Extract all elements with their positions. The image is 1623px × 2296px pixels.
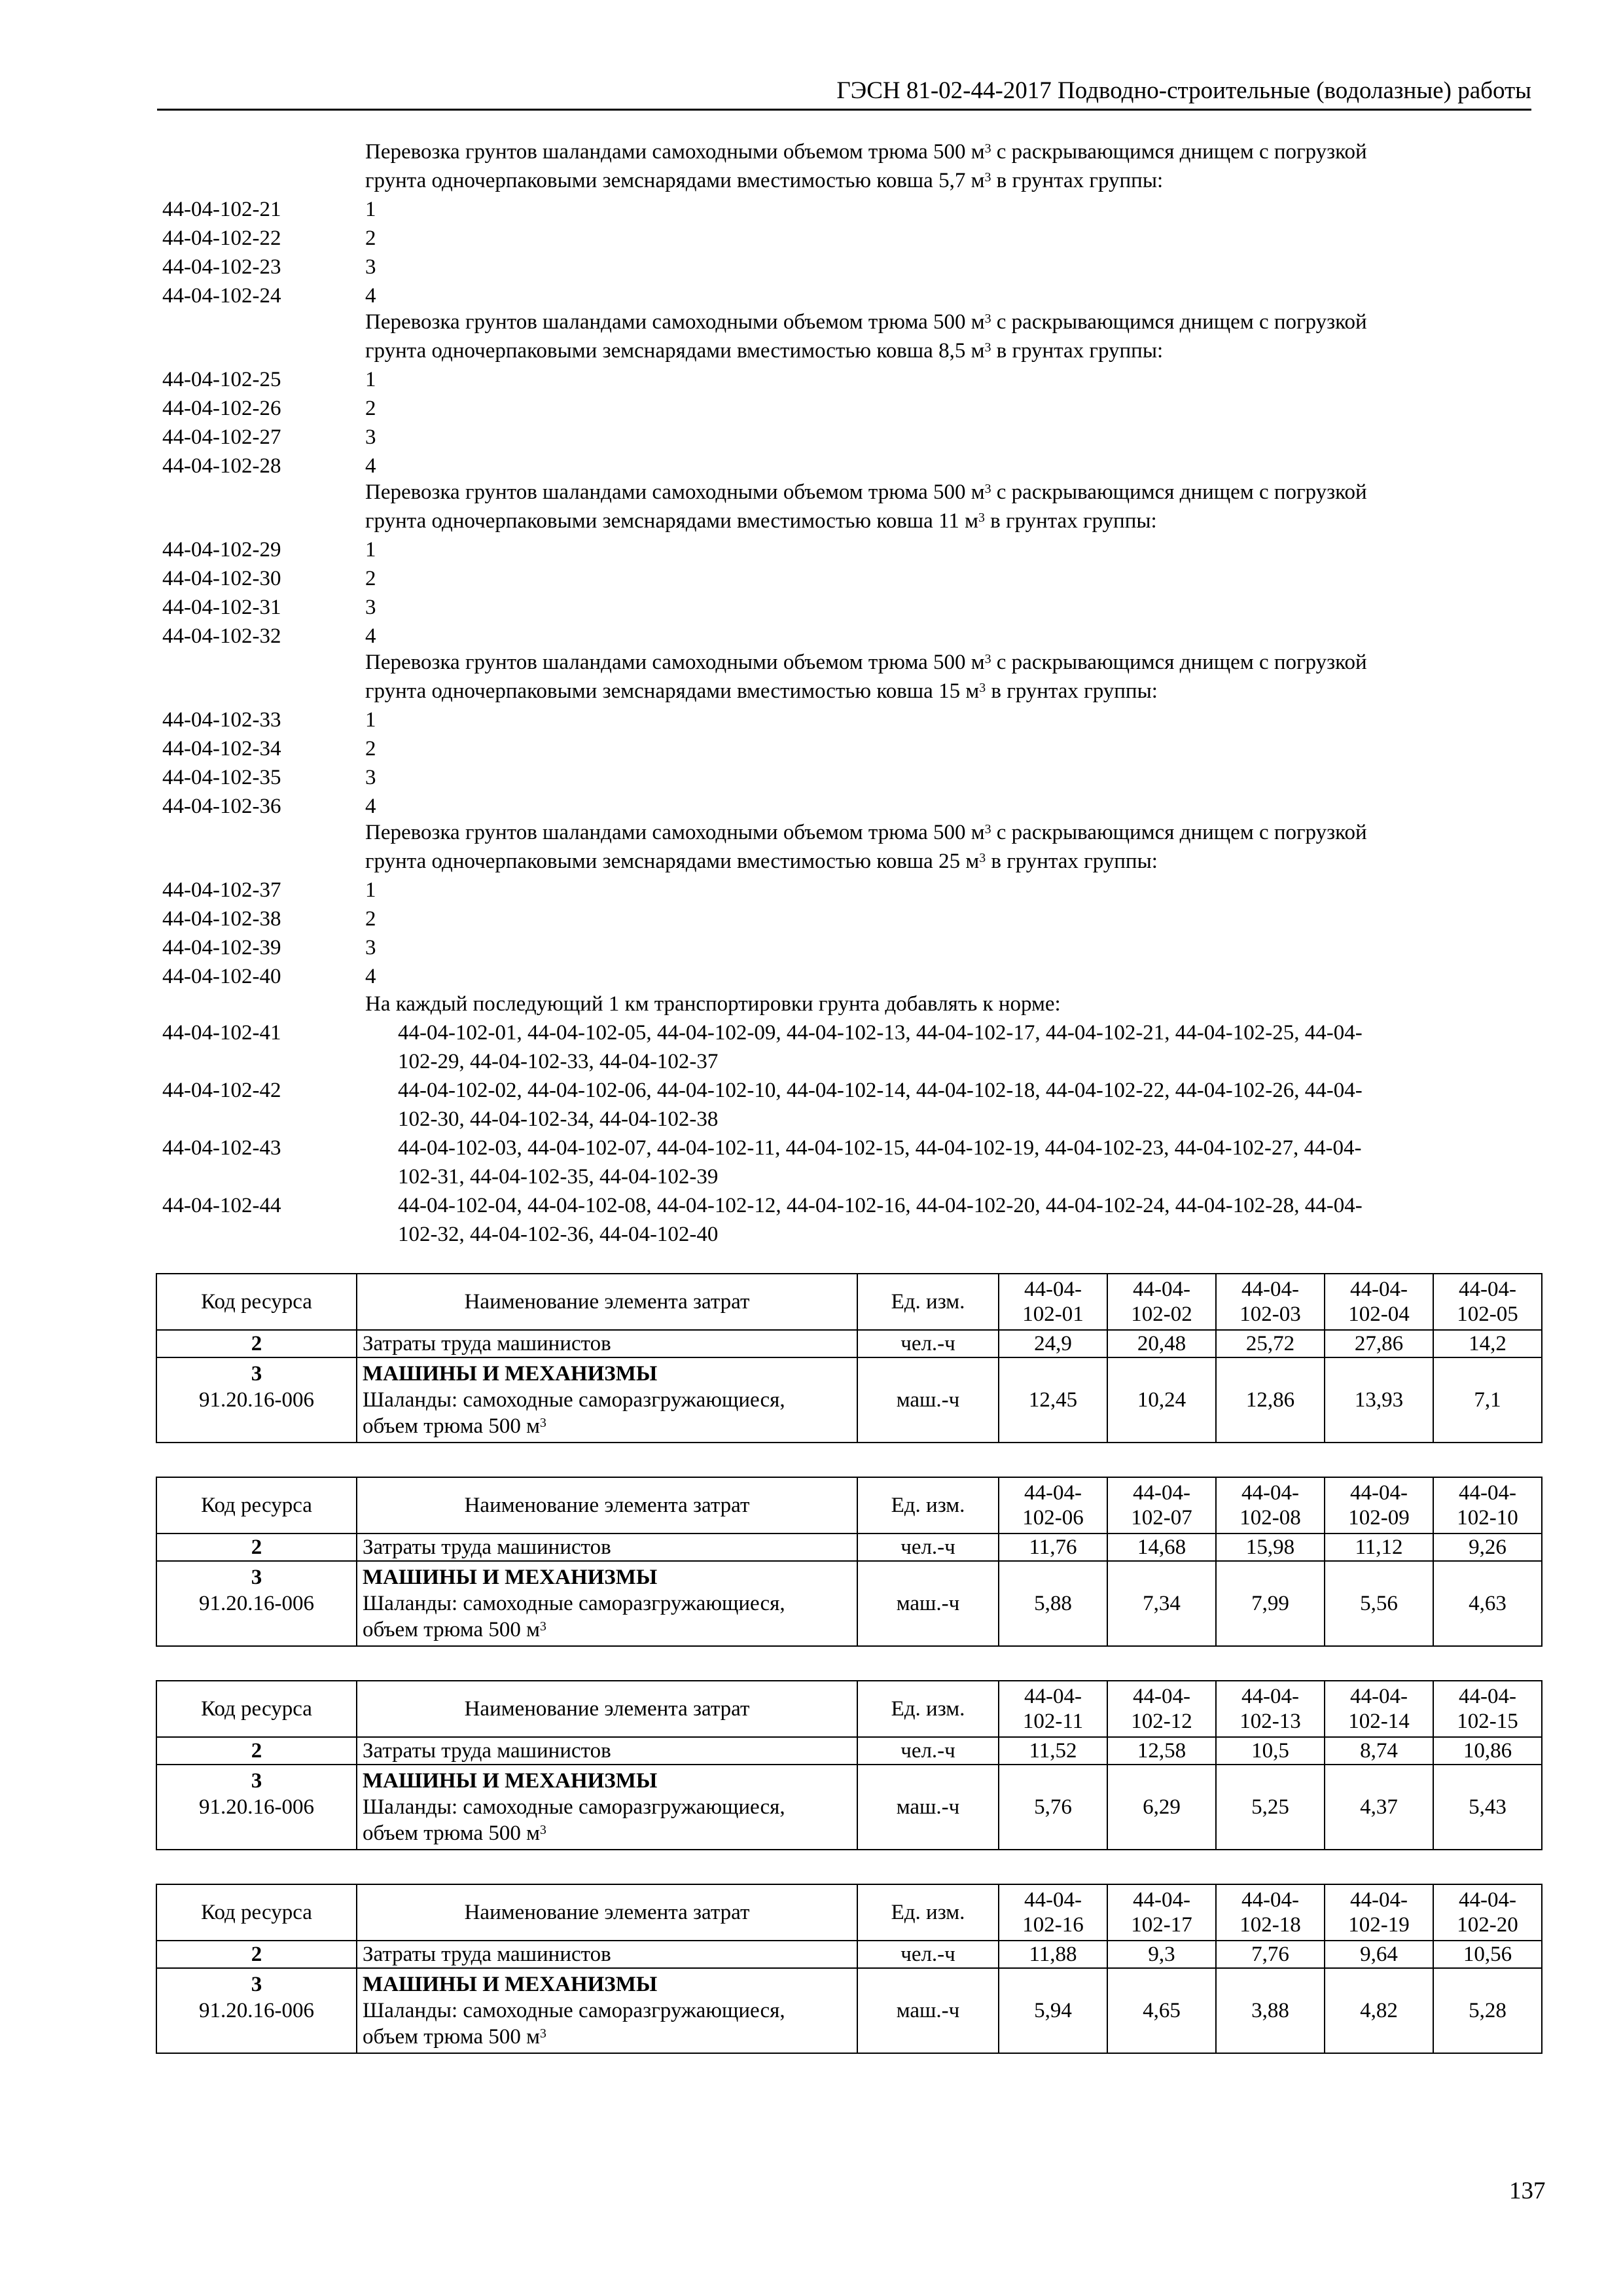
soil-group-num: 4 [365, 965, 376, 988]
norm-code: 44-04-102-21 [162, 198, 281, 221]
labor-row [156, 1330, 1542, 1357]
norm-code: 44-04-102-44 [162, 1194, 281, 1217]
norm-column-header: 44-04- 102-18 [1216, 1884, 1325, 1941]
labor-value: 14,2 [1433, 1330, 1542, 1357]
norm-code: 44-04-102-39 [162, 936, 281, 960]
resource-code: 2 [156, 1330, 357, 1357]
norm-code: 44-04-102-36 [162, 795, 281, 818]
resource-name: МАШИНЫ И МЕХАНИЗМЫ Шаланды: самоходные саморазгружающиеся, объем трюма 500 $м^3$ [357, 1968, 857, 2053]
labor-value: 11,76 [999, 1534, 1107, 1561]
labor-value: 24,9 [999, 1330, 1107, 1357]
soil-group-num: 2 [365, 397, 376, 420]
group-desc-line2: грунта одночерпаковыми земснарядами вместимостью ковша 5,7 $м^3$ в грунтах группы: [365, 169, 1164, 192]
resource-unit: чел.-ч [857, 1941, 999, 1968]
machine-value: 10,24 [1107, 1357, 1216, 1443]
machine-value: 4,37 [1325, 1765, 1433, 1850]
norm-column-header: 44-04- 102-05 [1433, 1274, 1542, 1330]
col-unit-header: Ед. изм. [857, 1884, 999, 1941]
soil-group-num: 2 [365, 737, 376, 761]
soil-group-num: 1 [365, 368, 376, 391]
machine-value: 5,56 [1325, 1561, 1433, 1646]
norm-column-header: 44-04- 102-16 [999, 1884, 1107, 1941]
machine-row [156, 1765, 1542, 1850]
col-unit-header: Ед. изм. [857, 1681, 999, 1737]
labor-value: 15,98 [1216, 1534, 1325, 1561]
resource-code: 3 91.20.16-006 [156, 1357, 357, 1443]
resource-unit: чел.-ч [857, 1330, 999, 1357]
machine-value: 5,76 [999, 1765, 1107, 1850]
col-code-header: Код ресурса [156, 1884, 357, 1941]
norm-code: 44-04-102-31 [162, 596, 281, 619]
col-unit-header: Ед. изм. [857, 1274, 999, 1330]
norm-code: 44-04-102-24 [162, 284, 281, 308]
page-number: 137 [1509, 2178, 1546, 2204]
norm-code: 44-04-102-43 [162, 1136, 281, 1160]
ref-line1: 44-04-102-04, 44-04-102-08, 44-04-102-12, 44-04-102-16, 44-04-102-20, 44-04-102-24, 44-04-102-28, 44-04- [398, 1194, 1363, 1217]
norm-column-header: 44-04- 102-11 [999, 1681, 1107, 1737]
machine-value: 6,29 [1107, 1765, 1216, 1850]
resource-unit: маш.-ч [857, 1968, 999, 2053]
labor-row [156, 1534, 1542, 1561]
resource-unit: чел.-ч [857, 1534, 999, 1561]
machine-row [156, 1561, 1542, 1646]
soil-group-num: 3 [365, 766, 376, 789]
labor-value: 11,12 [1325, 1534, 1433, 1561]
norm-column-header: 44-04- 102-08 [1216, 1477, 1325, 1534]
machine-value: 13,93 [1325, 1357, 1433, 1443]
resource-name: МАШИНЫ И МЕХАНИЗМЫ Шаланды: самоходные саморазгружающиеся, объем трюма 500 $м^3$ [357, 1357, 857, 1443]
resource-name: Затраты труда машинистов [357, 1330, 857, 1357]
machine-value: 7,99 [1216, 1561, 1325, 1646]
norm-column-header: 44-04- 102-20 [1433, 1884, 1542, 1941]
resource-unit: маш.-ч [857, 1357, 999, 1443]
soil-group-num: 2 [365, 567, 376, 590]
additional-title: На каждый последующий 1 км транспортировки грунта добавлять к норме: [365, 992, 1061, 1016]
group-desc-line2: грунта одночерпаковыми земснарядами вместимостью ковша 25 $м^3$ в грунтах группы: [365, 850, 1158, 873]
table-header-row [156, 1477, 1542, 1534]
group-desc-line2: грунта одночерпаковыми земснарядами вместимостью ковша 11 $м^3$ в грунтах группы: [365, 509, 1157, 533]
labor-value: 20,48 [1107, 1330, 1216, 1357]
resource-name: МАШИНЫ И МЕХАНИЗМЫ Шаланды: самоходные саморазгружающиеся, объем трюма 500 $м^3$ [357, 1561, 857, 1646]
ref-line2: 102-30, 44-04-102-34, 44-04-102-38 [398, 1107, 719, 1131]
machine-row [156, 1357, 1542, 1443]
resource-table [156, 1884, 1543, 2054]
norm-column-header: 44-04- 102-04 [1325, 1274, 1433, 1330]
soil-group-num: 2 [365, 907, 376, 931]
resource-unit: чел.-ч [857, 1737, 999, 1765]
machine-value: 12,45 [999, 1357, 1107, 1443]
labor-value: 9,26 [1433, 1534, 1542, 1561]
labor-value: 25,72 [1216, 1330, 1325, 1357]
resource-name: Затраты труда машинистов [357, 1941, 857, 1968]
soil-group-num: 1 [365, 708, 376, 732]
norm-code: 44-04-102-35 [162, 766, 281, 789]
norm-column-header: 44-04- 102-02 [1107, 1274, 1216, 1330]
labor-value: 27,86 [1325, 1330, 1433, 1357]
ref-line1: 44-04-102-03, 44-04-102-07, 44-04-102-11, 44-04-102-15, 44-04-102-19, 44-04-102-23, 44-04-102-27, 44-04- [398, 1136, 1362, 1160]
group-desc-line1: Перевозка грунтов шаландами самоходными объемом трюма 500 $м^3$ с раскрывающимся днищем с погрузкой [365, 821, 1367, 844]
norm-code: 44-04-102-22 [162, 226, 281, 250]
group-desc-line1: Перевозка грунтов шаландами самоходными объемом трюма 500 $м^3$ с раскрывающимся днищем с погрузкой [365, 140, 1367, 164]
norm-code: 44-04-102-29 [162, 538, 281, 562]
resource-name: Затраты труда машинистов [357, 1534, 857, 1561]
ref-line2: 102-32, 44-04-102-36, 44-04-102-40 [398, 1223, 719, 1246]
resource-table [156, 1680, 1543, 1850]
machine-value: 3,88 [1216, 1968, 1325, 2053]
labor-value: 10,56 [1433, 1941, 1542, 1968]
machine-row [156, 1968, 1542, 2053]
norm-code: 44-04-102-27 [162, 425, 281, 449]
soil-group-num: 3 [365, 936, 376, 960]
labor-row [156, 1737, 1542, 1765]
group-desc-line2: грунта одночерпаковыми земснарядами вместимостью ковша 8,5 $м^3$ в грунтах группы: [365, 339, 1164, 363]
table-header-row [156, 1884, 1542, 1941]
norm-column-header: 44-04- 102-14 [1325, 1681, 1433, 1737]
group-desc-line1: Перевозка грунтов шаландами самоходными объемом трюма 500 $м^3$ с раскрывающимся днищем с погрузкой [365, 310, 1367, 334]
machine-value: 4,82 [1325, 1968, 1433, 2053]
machine-value: 12,86 [1216, 1357, 1325, 1443]
ref-line2: 102-31, 44-04-102-35, 44-04-102-39 [398, 1165, 719, 1189]
norm-code: 44-04-102-34 [162, 737, 281, 761]
soil-group-num: 1 [365, 538, 376, 562]
ref-line2: 102-29, 44-04-102-33, 44-04-102-37 [398, 1050, 719, 1073]
resource-code: 2 [156, 1737, 357, 1765]
labor-value: 7,76 [1216, 1941, 1325, 1968]
col-unit-header: Ед. изм. [857, 1477, 999, 1534]
soil-group-num: 2 [365, 226, 376, 250]
group-desc-line2: грунта одночерпаковыми земснарядами вместимостью ковша 15 $м^3$ в грунтах группы: [365, 679, 1158, 703]
table-header-row [156, 1681, 1542, 1737]
resource-table [156, 1273, 1543, 1443]
norm-code: 44-04-102-41 [162, 1021, 281, 1045]
group-desc-line1: Перевозка грунтов шаландами самоходными объемом трюма 500 $м^3$ с раскрывающимся днищем с погрузкой [365, 480, 1367, 504]
resource-name: МАШИНЫ И МЕХАНИЗМЫ Шаланды: самоходные саморазгружающиеся, объем трюма 500 $м^3$ [357, 1765, 857, 1850]
group-desc-line1: Перевозка грунтов шаландами самоходными объемом трюма 500 $м^3$ с раскрывающимся днищем с погрузкой [365, 651, 1367, 674]
norm-column-header: 44-04- 102-09 [1325, 1477, 1433, 1534]
col-name-header: Наименование элемента затрат [357, 1477, 857, 1534]
soil-group-num: 1 [365, 878, 376, 902]
labor-value: 9,3 [1107, 1941, 1216, 1968]
norm-code: 44-04-102-28 [162, 454, 281, 478]
labor-value: 14,68 [1107, 1534, 1216, 1561]
machine-value: 4,63 [1433, 1561, 1542, 1646]
soil-group-num: 1 [365, 198, 376, 221]
col-code-header: Код ресурса [156, 1274, 357, 1330]
norm-code: 44-04-102-23 [162, 255, 281, 279]
soil-group-num: 3 [365, 596, 376, 619]
norm-code: 44-04-102-38 [162, 907, 281, 931]
norm-column-header: 44-04- 102-10 [1433, 1477, 1542, 1534]
resource-code: 3 91.20.16-006 [156, 1968, 357, 2053]
norm-code: 44-04-102-25 [162, 368, 281, 391]
norm-column-header: 44-04- 102-06 [999, 1477, 1107, 1534]
col-code-header: Код ресурса [156, 1681, 357, 1737]
norm-column-header: 44-04- 102-17 [1107, 1884, 1216, 1941]
resource-code: 2 [156, 1941, 357, 1968]
resource-code: 2 [156, 1534, 357, 1561]
norm-column-header: 44-04- 102-03 [1216, 1274, 1325, 1330]
page-header [157, 72, 1531, 111]
machine-value: 5,94 [999, 1968, 1107, 2053]
resource-name: Затраты труда машинистов [357, 1737, 857, 1765]
col-name-header: Наименование элемента затрат [357, 1681, 857, 1737]
machine-value: 4,65 [1107, 1968, 1216, 2053]
soil-group-num: 3 [365, 255, 376, 279]
norm-column-header: 44-04- 102-01 [999, 1274, 1107, 1330]
header-title: ГЭСН 81-02-44-2017 Подводно-строительные (водолазные) работы [836, 77, 1531, 104]
soil-group-num: 3 [365, 425, 376, 449]
machine-value: 5,88 [999, 1561, 1107, 1646]
norm-code: 44-04-102-42 [162, 1079, 281, 1102]
soil-group-num: 4 [365, 284, 376, 308]
norm-column-header: 44-04- 102-19 [1325, 1884, 1433, 1941]
norm-code: 44-04-102-37 [162, 878, 281, 902]
machine-value: 5,25 [1216, 1765, 1325, 1850]
norm-column-header: 44-04- 102-12 [1107, 1681, 1216, 1737]
col-name-header: Наименование элемента затрат [357, 1274, 857, 1330]
norm-code: 44-04-102-33 [162, 708, 281, 732]
machine-value: 7,34 [1107, 1561, 1216, 1646]
norm-code: 44-04-102-30 [162, 567, 281, 590]
soil-group-num: 4 [365, 795, 376, 818]
labor-value: 11,52 [999, 1737, 1107, 1765]
resource-unit: маш.-ч [857, 1561, 999, 1646]
norm-column-header: 44-04- 102-15 [1433, 1681, 1542, 1737]
ref-line1: 44-04-102-02, 44-04-102-06, 44-04-102-10, 44-04-102-14, 44-04-102-18, 44-04-102-22, 44-04-102-26, 44-04- [398, 1079, 1363, 1102]
col-name-header: Наименование элемента затрат [357, 1884, 857, 1941]
machine-value: 7,1 [1433, 1357, 1542, 1443]
col-code-header: Код ресурса [156, 1477, 357, 1534]
norm-column-header: 44-04- 102-13 [1216, 1681, 1325, 1737]
labor-value: 10,86 [1433, 1737, 1542, 1765]
resource-code: 3 91.20.16-006 [156, 1765, 357, 1850]
labor-value: 11,88 [999, 1941, 1107, 1968]
norm-code: 44-04-102-32 [162, 624, 281, 648]
labor-value: 12,58 [1107, 1737, 1216, 1765]
soil-group-num: 4 [365, 454, 376, 478]
labor-value: 10,5 [1216, 1737, 1325, 1765]
norm-code: 44-04-102-26 [162, 397, 281, 420]
norm-code: 44-04-102-40 [162, 965, 281, 988]
table-header-row [156, 1274, 1542, 1330]
labor-value: 9,64 [1325, 1941, 1433, 1968]
ref-line1: 44-04-102-01, 44-04-102-05, 44-04-102-09, 44-04-102-13, 44-04-102-17, 44-04-102-21, 44-04-102-25, 44-04- [398, 1021, 1363, 1045]
labor-row [156, 1941, 1542, 1968]
resource-unit: маш.-ч [857, 1765, 999, 1850]
machine-value: 5,28 [1433, 1968, 1542, 2053]
machine-value: 5,43 [1433, 1765, 1542, 1850]
labor-value: 8,74 [1325, 1737, 1433, 1765]
resource-code: 3 91.20.16-006 [156, 1561, 357, 1646]
resource-table [156, 1477, 1543, 1647]
norm-column-header: 44-04- 102-07 [1107, 1477, 1216, 1534]
soil-group-num: 4 [365, 624, 376, 648]
